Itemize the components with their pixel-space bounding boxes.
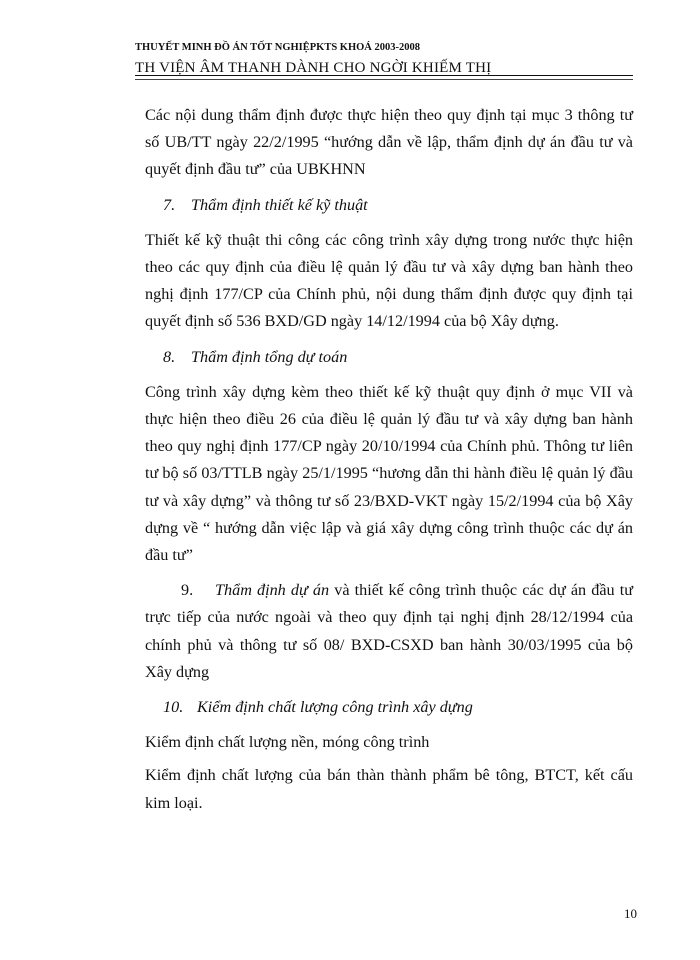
- paragraph-technical-design: Thiết kế kỹ thuật thi công các công trình xây dựng trong nước thực hiện theo các quy định của điều lệ quản lý đầu tư và xây dựng ban hành theo nghị định 177/CP của Chính phủ, nội dung thẩm định được quy định tại quyết định số 536 BXD/GD ngày 14/12/1994 của bộ Xây dựng.: [145, 230, 633, 331]
- paragraph-project-appraisal: [145, 577, 633, 686]
- section-title: Kiểm định chất lượng công trình xây dựng: [197, 698, 473, 717]
- section-heading-7: [163, 192, 633, 219]
- section-emphasis: Thẩm định dự án: [215, 581, 330, 600]
- paragraph-appraisal-content: Các nội dung thẩm định được thực hiện theo quy định tại mục 3 thông tư số UB/TT ngày 22/2/1995 “hướng dẫn về lập, thẩm định dự án đầu tư và quyết định đầu tư” của UBKHNN: [145, 106, 633, 179]
- page-body: [145, 102, 633, 825]
- section-heading-8: [163, 344, 633, 371]
- section-title: Thẩm định thiết kế kỹ thuật: [191, 195, 368, 214]
- section-number: 9.: [181, 581, 194, 600]
- header-divider: [135, 75, 633, 76]
- section-heading-10: [163, 694, 633, 721]
- document-header-title: THUYẾT MINH ĐỒ ÁN TỐT NGHIỆPKTS KHOÁ 2003-2008: [135, 42, 420, 53]
- header-divider-secondary: [135, 79, 633, 80]
- section-text: và thiết kế công trình thuộc các dự án đầu tư trực tiếp của nước ngoài và theo quy định tại nghị định 28/12/1994 của chính phủ và thông tư số 08/ BXD-CSXD ban hành 30/03/1995 của bộ Xây dựng: [145, 581, 633, 681]
- section-title: Thẩm định tổng dự toán: [191, 347, 348, 366]
- section-number: 7.: [163, 195, 176, 214]
- page-number: 10: [624, 906, 637, 921]
- document-header-subtitle: TH VIỆN ÂM THANH DÀNH CHO NGỜI KHIẾM THỊ: [135, 60, 492, 76]
- section-number: 10.: [163, 698, 184, 717]
- section-number: 8.: [163, 347, 176, 366]
- paragraph-foundation-inspection: Kiểm định chất lượng nền, móng công trình: [145, 733, 430, 752]
- paragraph-total-estimate: Công trình xây dựng kèm theo thiết kế kỹ thuật quy định ở mục VII và thực hiện theo điều 26 của điều lệ quản lý đầu tư và xây dựng ban hành theo quy nghị định 177/CP ngày 20/10/1994 của Chính phủ. Thông tư liên tư bộ số 03/TTLB ngày 25/1/1995 “hương dẫn thi hành điều lệ quản lý đầu tư và xây dựng” và thông tư số 23/BXD-VKT ngày 15/2/1994 của bộ Xây dựng về “ hướng dẫn việc lập và giá xây dựng công trình thuộc các dự án đầu tư”: [145, 382, 633, 565]
- paragraph-material-inspection: Kiểm định chất lượng của bán thàn thành phẩm bê tông, BTCT, kết cấu kim loại.: [145, 766, 633, 812]
